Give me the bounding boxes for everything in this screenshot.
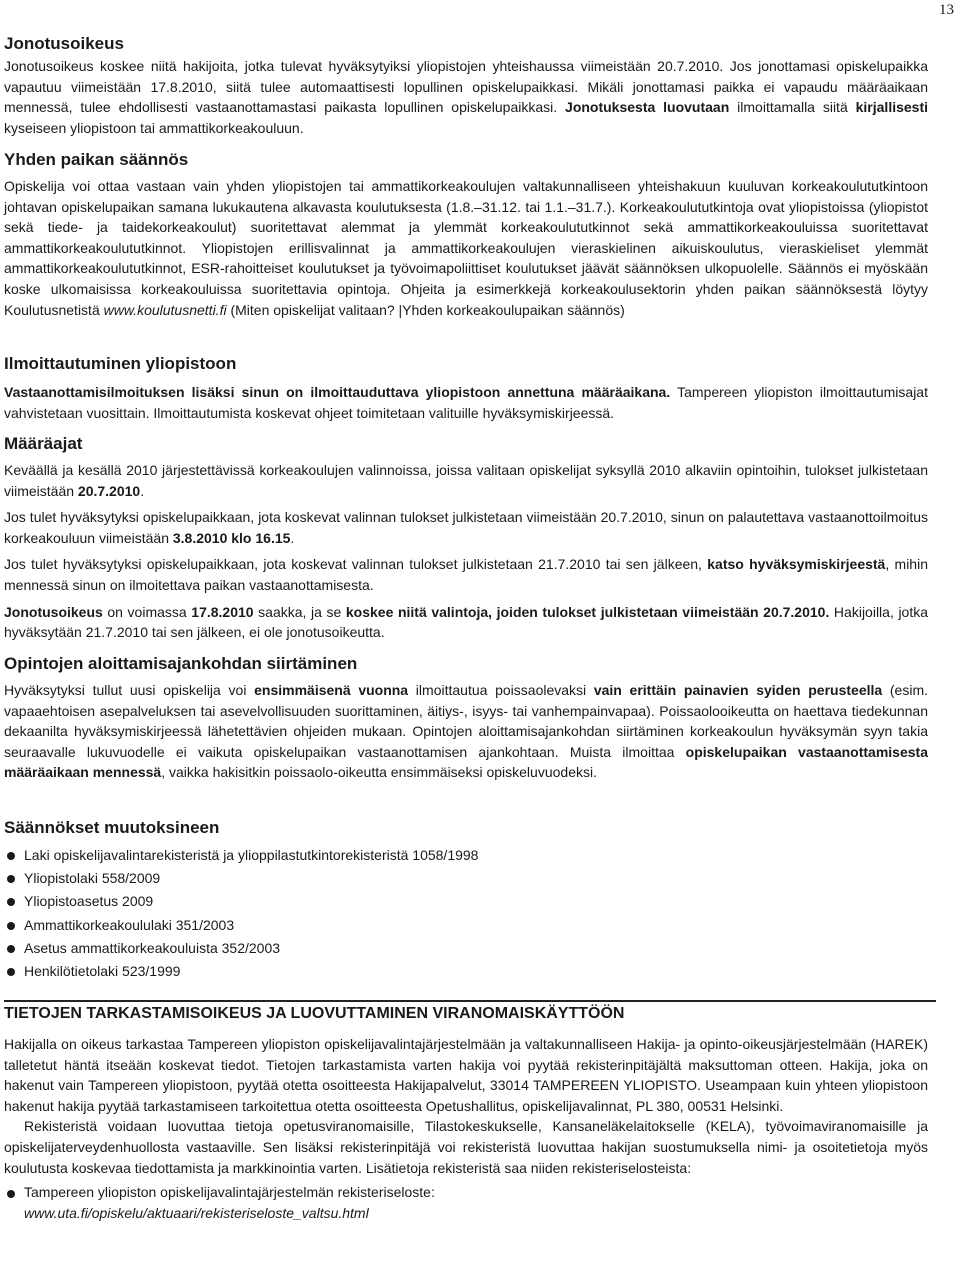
- section-divider: [4, 1000, 936, 1002]
- heading-ilmoittautuminen: Ilmoittautuminen yliopistoon: [4, 354, 237, 373]
- maaraajat-paragraph-2: Jos tulet hyväksytyksi opiskelupaikkaan, jota koskevat valinnan tulokset julkistetaan viimeistään 20.7.2010, sinun on palautettava vastaanottoilmoitus korkeakouluun viimeistään 3.8.2010 klo 16.15.: [4, 509, 928, 546]
- rekisteriseloste-link[interactable]: www.uta.fi/opiskelu/aktuaari/rekisteriseloste_valtsu.html: [24, 1204, 369, 1221]
- heading-saannokset: Säännökset muutoksineen: [4, 818, 220, 837]
- section-jonotusoikeus: [4, 34, 928, 138]
- maaraajat-paragraph-1: Keväällä ja kesällä 2010 järjestettävissä korkeakoulujen valinnoissa, joissa valitaan opiskelijat syksyllä 2010 alkaviin opintoihin, tulokset julkistetaan viimeistään 20.7.2010.: [4, 462, 928, 499]
- saannokset-list: [4, 844, 928, 983]
- section-saannokset: [4, 818, 928, 983]
- maaraajat-paragraph-3: Jos tulet hyväksytyksi opiskelupaikkaan, jota koskevat valinnan tulokset julkistetaan 21.7.2010 tai sen jälkeen, katso hyväksymiskirjeestä, mihin mennessä sinun on ilmoitettava paikan vastaanottamisesta.: [4, 556, 928, 593]
- section-tietojen: [4, 1004, 928, 1223]
- page-number: 13: [939, 2, 954, 18]
- tietojen-paragraph-2: Rekisteristä voidaan luovuttaa tietoja opetusviranomaisille, Tilastokeskukselle, Kansaneläkelaitokselle (KELA), työvoimaviranomaisille ja opiskelijaterveydenhuollosta vastaaville. Sen lisäksi rekisterinpitäjä voi rekisteristä luovuttaa hakijan suostumuksella nimi- ja osoitetietoja myös koulutusta koskevaa tiedottamista ja markkinointia varten. Lisätietoja rekisteristä saa niiden rekisteriselosteista:: [4, 1118, 928, 1176]
- list-item: Ammattikorkeakoululaki 351/2003: [4, 914, 928, 937]
- heading-yhden-paikan: Yhden paikan säännös: [4, 150, 189, 169]
- heading-tietojen: TIETOJEN TARKASTAMISOIKEUS JA LUOVUTTAMINEN VIRANOMAISKÄYTTÖÖN: [4, 1005, 625, 1022]
- siirtaminen-paragraph: Hyväksytyksi tullut uusi opiskelija voi ensimmäisenä vuonna ilmoittautua poissaolevaksi vain erittäin painavien syiden perusteella (esim. vapaaehtoisen asepalveluksen tai asevelvollisuuden suorittaminen, äitiys-, isyys- tai vanhempainvapaa). Poissaolooikeutta on haettava tiedekunnan dekaanilta hyväksymiskirjeessä lähetettävien ohjeiden mukaan. Opintojen aloittamisajankohdan siirtäminen korkeakoulun hyväksymän syyn takia seuraavalle lukuvuodelle ei vaikuta opiskelupaikan vastaanottamisen ajankohtaan. Muista ilmoittaa opiskelupaikan vastaanottamisesta määräaikaan mennessä, vaikka hakisitkin poissaolo-oikeutta ensimmäiseksi opiskeluvuodeksi.: [4, 682, 928, 781]
- heading-siirtaminen: Opintojen aloittamisajankohdan siirtäminen: [4, 654, 358, 673]
- list-item: Yliopistoasetus 2009: [4, 890, 928, 913]
- section-maaraajat: [4, 434, 928, 643]
- maaraajat-paragraph-4: Jonotusoikeus on voimassa 17.8.2010 saakka, ja se koskee niitä valintoja, joiden tulokset julkistetaan viimeistään 20.7.2010. Hakijoilla, jotka hyväksytään 21.7.2010 tai sen jälkeen, ei ole jonotusoikeutta.: [4, 603, 929, 641]
- jonotusoikeus-paragraph-1: Jonotusoikeus koskee niitä hakijoita, jotka tulevat hyväksytyiksi yliopistojen yhteishaussa viimeistään 20.7.2010. Jos jonottamasi opiskelupaikka vapautuu viimeistään 17.8.2010, siitä tulee automaattisesti lopullinen opiskelupaikkasi. Mikäli jonottamasi paikka ei vapaudu määräaikaan mennessä, tulee ehdollisesti vastaanottamastasi paikasta lopullinen opiskelupaikkasi. Jonotuksesta luovutaan ilmoittamalla siitä kirjallisesti kyseiseen yliopistoon tai ammattikorkeakouluun.: [4, 58, 929, 136]
- list-item: Yliopistolaki 558/2009: [4, 867, 928, 890]
- ilmoittautuminen-paragraph: Vastaanottamisilmoituksen lisäksi sinun on ilmoittauduttava yliopistoon annettuna määräaikana. Tampereen yliopiston ilmoittautumisajat vahvistetaan vuosittain. Ilmoittautumista koskevat ohjeet toimitetaan valituille hyväksymiskirjeessä.: [4, 384, 928, 421]
- section-yhden-paikan: [4, 150, 928, 320]
- yhden-paikan-paragraph: Opiskelija voi ottaa vastaan vain yhden yliopistojen tai ammattikorkeakoulujen valtakunnalliseen yhteishakuun kuuluvan korkeakoulututkintoon johtavan opiskelupaikan samana lukukautena alkavasta koulutuksesta (1.8.–31.12. tai 1.1.–31.7.). Korkeakoulututkintoja ovat yliopistoissa (yliopistot sekä tiede- ja taidekorkeakoulut) suoritettavat alemmat ja ylemmät korkeakoulututkinnot sekä ammattikorkeakouluissa suoritettavat ammattikorkeakoulututkinnot. Yliopistojen erillisvalinnat ja ammattikorkeakoulujen vieraskielinen aikuiskoulutus, vieraskieliset ylemmät ammattikorkeakoulututkinnot, ESR-rahoitteiset koulutukset ja työvoimapoliittiset koulutukset jäävät säännöksen ulkopuolelle. Säännös ei myöskään koske ulkomaisissa korkeakouluissa suoritettavia opintoja. Ohjeita ja esimerkkejä korkeakoulusektorin yhden paikan säännöksestä löytyy Koulutusnetistä www.koulutusnetti.fi (Miten opiskelijat valitaan? |Yhden korkeakoulupaikan säännös): [4, 178, 928, 318]
- list-item: Henkilötietolaki 523/1999: [4, 960, 928, 983]
- list-item: Tampereen yliopiston opiskelijavalintajärjestelmän rekisteriseloste: www.uta.fi/opiskelu/aktuaari/rekisteriseloste_valtsu.html: [4, 1182, 928, 1223]
- section-ilmoittautuminen: [4, 354, 928, 423]
- list-item: Laki opiskelijavalintarekisteristä ja ylioppilastutkintorekisteristä 1058/1998: [4, 844, 928, 867]
- section-siirtaminen: [4, 654, 928, 783]
- tietojen-list: [4, 1182, 928, 1223]
- koulutusnetti-link[interactable]: www.koulutusnetti.fi: [103, 301, 227, 318]
- heading-jonotusoikeus: Jonotusoikeus: [4, 34, 124, 53]
- list-item: Asetus ammattikorkeakouluista 352/2003: [4, 937, 928, 960]
- tietojen-paragraph-1: Hakijalla on oikeus tarkastaa Tampereen yliopiston opiskelijavalintajärjestelmään ja valtakunnalliseen Hakija- ja opinto-oikeusjärjestelmään (HAREK) talletetut häntä itseään koskevat tiedot. Tietojen tarkastamista varten hakija voi pyytää rekisterinpitäjältä maksuttoman otteen. Hakija, joka on hakenut vain Tampereen yliopistoon, pyytää otetta osoitteesta Hakijapalvelut, 33014 TAMPEREEN YLIOPISTO. Useampaan kuin yhteen yliopistoon hakenut hakija pyytää tarkastamiseen tarkoitettua otetta osoitteesta Opetushallitus, opiskelijavalinnat, PL 380, 00531 Helsinki.: [4, 1036, 928, 1114]
- heading-maaraajat: Määräajat: [4, 434, 83, 453]
